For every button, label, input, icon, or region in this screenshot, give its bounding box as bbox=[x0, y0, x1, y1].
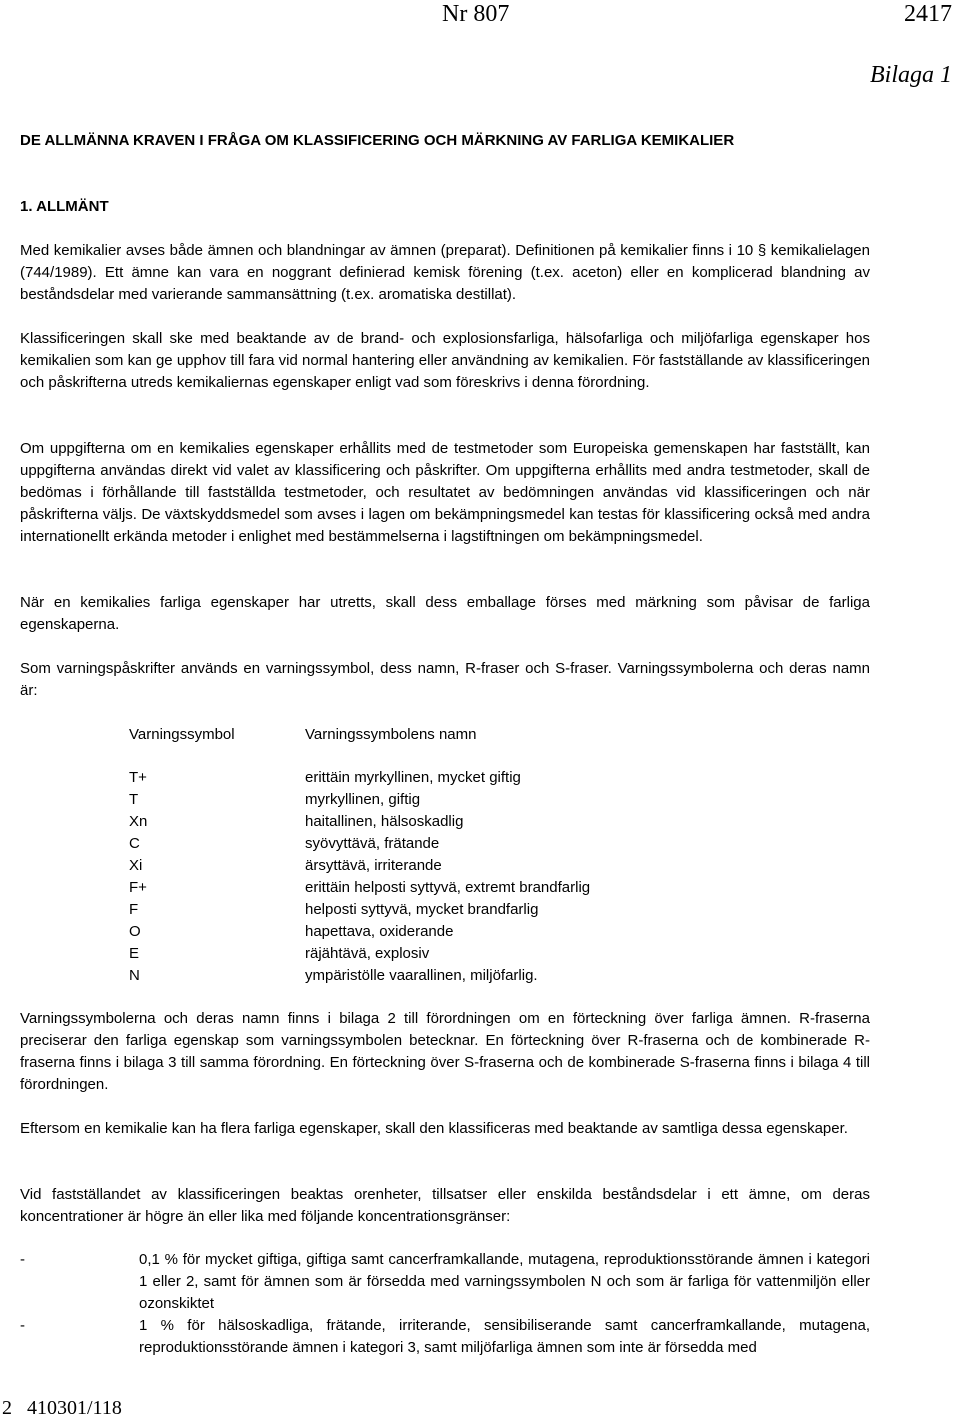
document-title: DE ALLMÄNNA KRAVEN I FRÅGA OM KLASSIFICERING OCH MÄRKNING AV FARLIGA KEMIKALIER bbox=[20, 132, 735, 149]
annex-label: Bilaga 1 bbox=[870, 62, 952, 88]
symbol-code: Xn bbox=[129, 813, 148, 830]
paragraph-warning-texts: Som varningspåskrifter används en varningssymbol, dess namn, R-fraser och S-fraser. Varningssymbolerna och deras namn är: bbox=[20, 660, 870, 699]
limit-dash: - bbox=[20, 1317, 25, 1334]
paragraph-multiple-properties: Eftersom en kemikalie kan ha flera farliga egenskaper, skall den klassificeras med beaktande av samtliga dessa egenskaper. bbox=[20, 1120, 848, 1137]
limit-dash: - bbox=[20, 1251, 25, 1268]
symbol-code: Xi bbox=[129, 857, 143, 874]
symbol-code: E bbox=[129, 945, 140, 962]
symbol-name: hapettava, oxiderande bbox=[305, 923, 454, 940]
symbol-column-header: Varningssymbol bbox=[129, 726, 235, 743]
symbol-code: F bbox=[129, 901, 139, 918]
symbol-code: T+ bbox=[129, 769, 147, 786]
paragraph-annex-references: Varningssymbolerna och deras namn finns i bilaga 2 till förordningen om en förteckning över farliga ämnen. R-fraserna preciserar den farliga egenskap som varningssymbolen betecknar. En förteckning över R-fraserna och de kombinerade R-fraserna finns i bilaga 3 till samma förordning. En förteckning över S-fraserna och de kombinerade S-fraserna finns i bilaga 4 till förordningen. bbox=[20, 1010, 870, 1093]
symbol-name: ärsyttävä, irriterande bbox=[305, 857, 442, 874]
symbol-name: ympäristölle vaarallinen, miljöfarlig. bbox=[305, 967, 538, 984]
symbol-code: T bbox=[129, 791, 139, 808]
symbol-name-column-header: Varningssymbolens namn bbox=[305, 726, 477, 743]
symbol-name: syövyttävä, frätande bbox=[305, 835, 440, 852]
symbol-code-list bbox=[129, 767, 147, 987]
symbol-name: erittäin helposti syttyvä, extremt brandfarlig bbox=[305, 879, 591, 896]
paragraph-classification: Klassificeringen skall ske med beaktande av de brand- och explosionsfarliga, hälsofarliga och miljöfarliga egenskaper hos kemikalien som kan ge upphov till fara vid normal hantering eller användning av kemikalien. För fastställande av klassificeringen och påskrifterna utreds kemikaliernas egenskaper enligt vad som föreskrivs i denna förordning. bbox=[20, 330, 870, 391]
page-number: 2417 bbox=[904, 1, 952, 27]
symbol-name: haitallinen, hälsoskadlig bbox=[305, 813, 464, 830]
paragraph-definition: Med kemikalier avses både ämnen och blandningar av ämnen (preparat). Definitionen på kemikalier finns i 10 § kemikalielagen (744/1989). Ett ämne kan vara en noggrant definierad kemisk förening (t.ex. aceton) eller en komplicerad blandning av beståndsdelar med varierande sammansättning (t.ex. aromatiska destillat). bbox=[20, 242, 870, 303]
symbol-code: C bbox=[129, 835, 140, 852]
symbol-name: erittäin myrkyllinen, mycket giftig bbox=[305, 769, 521, 786]
section-heading: 1. ALLMÄNT bbox=[20, 198, 109, 215]
limit-item: 0,1 % för mycket giftiga, giftiga samt cancerframkallande, mutagena, reproduktionsstörande ämnen i kategori 1 eller 2, samt för ämnen som är försedda med varningssymbolen N och som är farliga för vattenmiljön eller ozonskiktet bbox=[139, 1251, 870, 1312]
paragraph-labelling: När en kemikalies farliga egenskaper har utretts, skall dess emballage förses med märkning som påvisar de farliga egenskaperna. bbox=[20, 594, 870, 633]
symbol-code: F+ bbox=[129, 879, 147, 896]
paragraph-concentration-limits: Vid fastställandet av klassificeringen beaktas orenheter, tillsatser eller enskilda beståndsdelar i ett ämne, om deras koncentrationer är högre än eller lika med följande koncentrationsgränser: bbox=[20, 1186, 870, 1225]
symbol-name: helposti syttyvä, mycket brandfarlig bbox=[305, 901, 539, 918]
symbol-name: räjähtävä, explosiv bbox=[305, 945, 430, 962]
paragraph-test-methods: Om uppgifterna om en kemikalies egenskaper erhållits med de testmetoder som Europeiska gemenskapen har fastställt, kan uppgifterna användas direkt vid valet av klassificering och påskrifter. Om uppgifterna erhållits med andra testmetoder, skall de bedömas i förhållande till fastställda testmetoder, och resultatet av bedömningen användas vid klassificeringen och när påskrifterna väljs. De växtskyddsmedel som avses i lagen om bekämpningsmedel kan testas för klassificering också med andra internationellt erkända metoder i enlighet med bestämmelserna i lagstiftningen om bekämpningsmedel. bbox=[20, 440, 870, 545]
symbol-name-list bbox=[305, 767, 590, 987]
symbol-name: myrkyllinen, giftig bbox=[305, 791, 421, 808]
footer-reference: 2 410301/118 bbox=[2, 1397, 122, 1419]
symbol-code: O bbox=[129, 923, 141, 940]
header-number: Nr 807 bbox=[442, 1, 510, 27]
symbol-code: N bbox=[129, 967, 140, 984]
limit-item: 1 % för hälsoskadliga, frätande, irriterande, sensibiliserande samt cancerframkallande, mutagena, reproduktionsstörande ämnen i kategori 3, samt miljöfarliga ämnen som inte är försedda med bbox=[139, 1317, 870, 1356]
